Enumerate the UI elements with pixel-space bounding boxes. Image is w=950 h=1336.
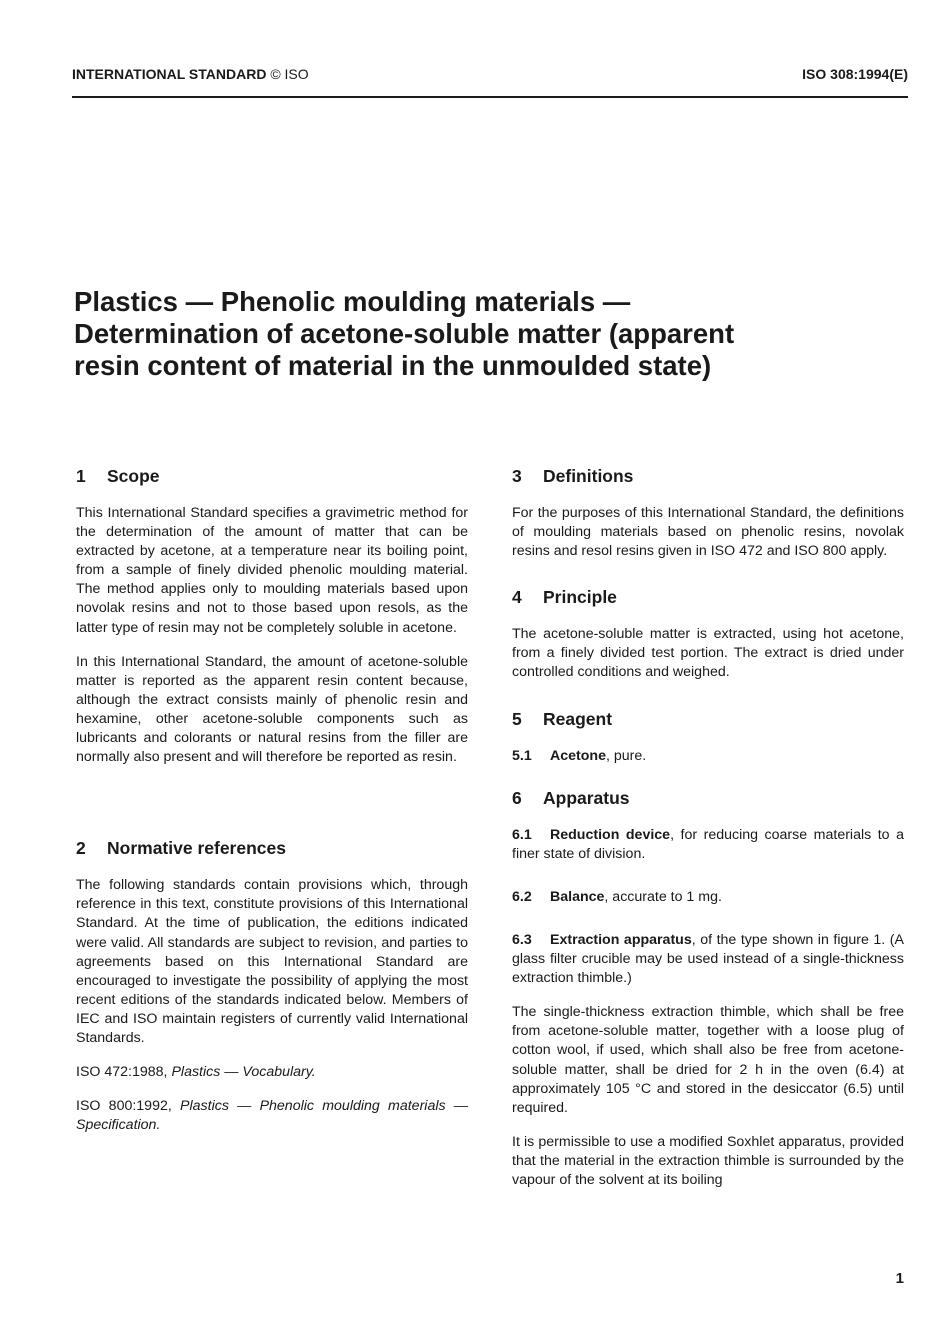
left-column	[76, 466, 468, 1150]
right-column	[512, 466, 904, 1205]
running-header	[72, 66, 908, 92]
soxhlet-paragraph: It is permissible to use a modified Soxhlet apparatus, provided that the material in the extraction thimble is surrounded by the vapour of the solvent at its boiling	[512, 1133, 904, 1188]
clause-5-1: 5.1 Acetone, pure.	[512, 747, 647, 764]
thimble-paragraph: The single-thickness extraction thimble, which shall be free from acetone-soluble matter, together with a loose plug of cotton wool, if used, which shall also be free from acetone-soluble matter, shall be dried for 2 h in the oven (6.4) at approximately 105 °C and stored in the desiccator (6.5) until required.	[512, 1004, 904, 1116]
definitions-paragraph: For the purposes of this International Standard, the definitions of moulding materials based on phenolic resins, novolak resins and resol resins given in ISO 472 and ISO 800 apply.	[512, 505, 904, 560]
document-number: ISO 308:1994(E)	[802, 66, 908, 82]
section-definitions	[512, 466, 904, 561]
section-heading: 1 Scope	[76, 466, 160, 486]
section-apparatus	[512, 788, 904, 1190]
principle-paragraph: The acetone-soluble matter is extracted, using hot acetone, from a finely divided test portion. The extract is dried under controlled conditions and weighed.	[512, 626, 904, 681]
reference-iso-472: ISO 472:1988, Plastics — Vocabulary.	[76, 1064, 316, 1081]
header-rule	[72, 96, 908, 98]
document-title	[74, 286, 874, 382]
clause-6-3: 6.3 Extraction apparatus, of the type shown in figure 1. (A glass filter crucible may be used instead of a single-thickness extraction thimble.)	[512, 931, 904, 987]
section-principle	[512, 587, 904, 682]
standard-label: INTERNATIONAL STANDARD	[72, 66, 267, 82]
section-heading: 5 Reagent	[512, 708, 613, 729]
page-number: 1	[895, 1270, 904, 1287]
section-scope	[76, 466, 468, 767]
reference-iso-800: ISO 800:1992, Plastics — Phenolic moulding materials — Specification.	[76, 1098, 468, 1134]
scope-paragraph-2: In this International Standard, the amount of acetone-soluble matter is reported as the apparent resin content because, although the extract consists mainly of phenolic resin and hexamine, other acetone-soluble components such as lubricants and colorants or natural resins from the filler are normally also present and will therefore be reported as resin.	[76, 653, 468, 766]
section-heading: 2 Normative references	[76, 838, 286, 859]
clause-6-2: 6.2 Balance, accurate to 1 mg.	[512, 888, 722, 905]
title-line-3: resin content of material in the unmoulded state)	[74, 350, 712, 381]
title-line-1: Plastics — Phenolic moulding materials —	[74, 286, 631, 317]
copyright-label: © ISO	[270, 66, 309, 82]
normative-paragraph: The following standards contain provisions which, through reference in this text, constitute provisions of this International Standard. At the time of publication, the editions indicated were valid. All standards are subject to revision, and parties to agreements based on this International Standard are encouraged to investigate the possibility of applying the most recent editions of the standards indicated below. Members of IEC and ISO maintain registers of currently valid International Standards.	[76, 877, 468, 1046]
section-heading: 6 Apparatus	[512, 787, 630, 808]
section-normative-references	[76, 838, 468, 1135]
scope-paragraph-1: This International Standard specifies a gravimetric method for the determination of the amount of matter that can be extracted by acetone, at a temperature near its boiling point, from a sample of finely divided phenolic moulding material. The method applies only to moulding materials based upon novolak resins and not to those based upon resols, as the latter type of resin may not be completely soluble in acetone.	[76, 505, 468, 636]
clause-6-1: 6.1 Reduction device, for reducing coarse materials to a finer state of division.	[512, 826, 904, 862]
section-heading: 4 Principle	[512, 587, 617, 608]
section-reagent	[512, 709, 904, 766]
header-left	[72, 66, 309, 82]
section-heading: 3 Definitions	[512, 466, 634, 486]
title-line-2: Determination of acetone-soluble matter (apparent	[74, 318, 735, 349]
